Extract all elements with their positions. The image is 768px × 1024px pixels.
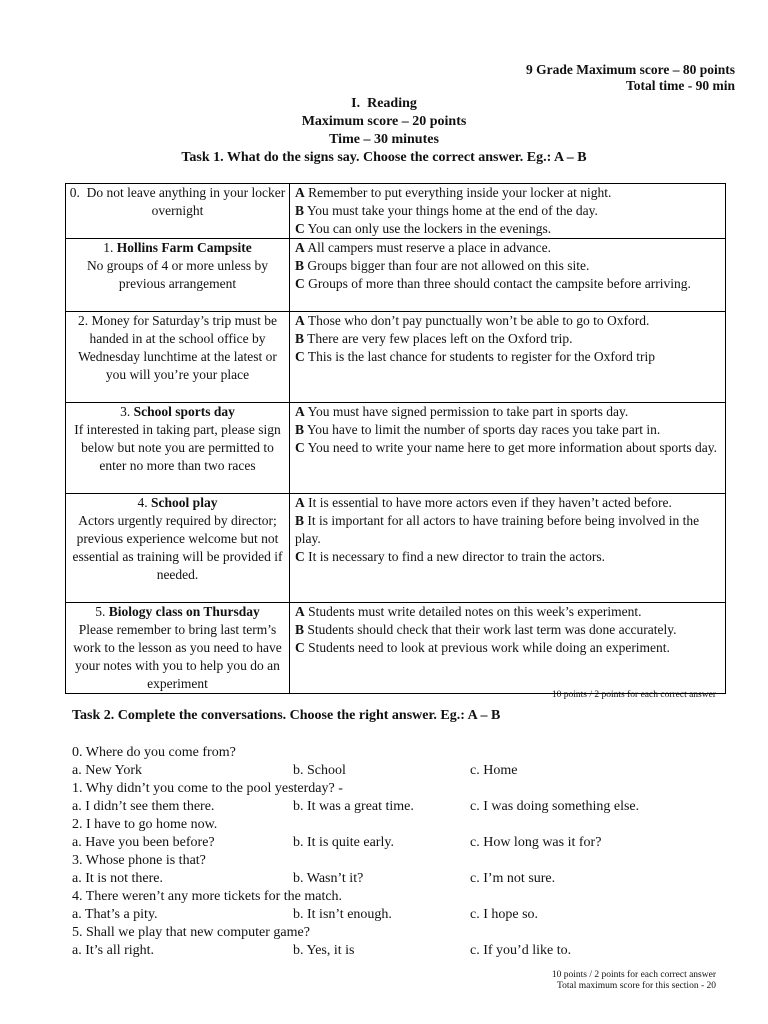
sign-number: 4. bbox=[137, 495, 148, 510]
total-score-note: Total maximum score for this section - 20 bbox=[557, 981, 716, 991]
option-a: A Remember to put everything inside your locker at night. bbox=[295, 185, 612, 200]
task1-points-note: 10 points / 2 points for each correct answer bbox=[551, 690, 716, 700]
section-heading bbox=[0, 95, 768, 167]
option-b: B You have to limit the number of sports day races you take part in. bbox=[295, 422, 661, 437]
question: 1. Why didn’t you come to the pool yesterday? - bbox=[72, 781, 343, 796]
task1-table bbox=[65, 183, 726, 694]
task1-row bbox=[66, 312, 726, 403]
sign-number: 1. bbox=[103, 240, 114, 255]
option-c: C This is the last chance for students to register for the Oxford trip bbox=[295, 349, 656, 364]
sign-text: Do not leave anything in your locker overnight bbox=[86, 185, 286, 218]
option-b: B Students should check that their work last term was done accurately. bbox=[295, 622, 677, 637]
option-a: A Students must write detailed notes on this week’s experiment. bbox=[295, 604, 642, 619]
answer-b: b. School bbox=[293, 763, 346, 778]
sign-text: No groups of 4 or more unless by previous arrangement bbox=[86, 258, 269, 291]
task2-title: Task 2. Complete the conversations. Choose the right answer. Eg.: A – B bbox=[72, 708, 501, 723]
answer-b: b. It is quite early. bbox=[293, 835, 394, 850]
answer-b: b. Wasn’t it? bbox=[293, 871, 364, 886]
sign-number: 2. bbox=[77, 313, 89, 328]
answer-a: a. New York bbox=[72, 763, 142, 778]
answer-a: a. It is not there. bbox=[72, 871, 163, 886]
task1-row bbox=[66, 184, 726, 239]
question: 2. I have to go home now. bbox=[72, 817, 218, 832]
options-cell bbox=[290, 184, 726, 239]
section-max-score: Maximum score – 20 points bbox=[301, 114, 467, 129]
option-b: B There are very few places left on the Oxford trip. bbox=[295, 331, 573, 346]
option-c: C Groups of more than three should contact the campsite before arriving. bbox=[295, 276, 691, 291]
sign-number: 3. bbox=[120, 404, 131, 419]
option-a: A It is essential to have more actors even if they haven’t acted before. bbox=[295, 495, 672, 510]
option-c: C It is necessary to find a new director to train the actors. bbox=[295, 549, 606, 564]
answer-row bbox=[72, 870, 752, 888]
answer-c: c. How long was it for? bbox=[470, 835, 602, 850]
sign-cell bbox=[66, 603, 290, 694]
answer-a: a. It’s all right. bbox=[72, 943, 155, 958]
total-time-line: Total time - 90 min bbox=[626, 78, 735, 93]
options-cell bbox=[290, 312, 726, 403]
sign-title: Hollins Farm Campsite bbox=[116, 240, 252, 255]
sign-text: Money for Saturday’s trip must be handed in at the school office by Wednesday lunchtime at the latest or you will you’re your place bbox=[78, 313, 278, 382]
answer-row bbox=[72, 798, 752, 816]
option-b: B It is important for all actors to have training before being involved in the play. bbox=[295, 513, 700, 546]
option-b: B You must take your things home at the end of the day. bbox=[295, 203, 598, 218]
task1-row bbox=[66, 603, 726, 694]
sign-cell bbox=[66, 239, 290, 312]
answer-a: a. That’s a pity. bbox=[72, 907, 158, 922]
grade-line: 9 Grade Maximum score – 80 points bbox=[526, 62, 735, 77]
answer-a: a. I didn’t see them there. bbox=[72, 799, 215, 814]
option-c: C Students need to look at previous work while doing an experiment. bbox=[295, 640, 670, 655]
sign-cell bbox=[66, 184, 290, 239]
answer-a: a. Have you been before? bbox=[72, 835, 215, 850]
answer-row bbox=[72, 762, 752, 780]
sign-title: School play bbox=[151, 495, 218, 510]
answer-row bbox=[72, 906, 752, 924]
option-c: C You can only use the lockers in the evenings. bbox=[295, 221, 552, 236]
answer-b: b. Yes, it is bbox=[293, 943, 355, 958]
sign-cell bbox=[66, 312, 290, 403]
task1-row bbox=[66, 403, 726, 494]
options-cell bbox=[290, 239, 726, 312]
answer-c: c. Home bbox=[470, 763, 518, 778]
task1-title: Task 1. What do the signs say. Choose the correct answer. Eg.: A – B bbox=[181, 150, 587, 165]
sign-cell bbox=[66, 403, 290, 494]
options-cell bbox=[290, 403, 726, 494]
sign-text: Please remember to bring last term’s work to the lesson as you need to have your notes with you to help you do an experiment bbox=[73, 622, 282, 691]
section-title-text: Reading bbox=[367, 96, 417, 111]
question: 3. Whose phone is that? bbox=[72, 853, 206, 868]
sign-text: If interested in taking part, please sign below but note you are permitted to enter no more than two races bbox=[74, 422, 281, 473]
sign-text: Actors urgently required by director; previous experience welcome but not essential as training will be provided if needed. bbox=[72, 513, 283, 582]
answer-row bbox=[72, 834, 752, 852]
answer-b: b. It was a great time. bbox=[293, 799, 414, 814]
grade-header bbox=[526, 62, 735, 94]
option-a: A All campers must reserve a place in advance. bbox=[295, 240, 552, 255]
question: 0. Where do you come from? bbox=[72, 745, 236, 760]
options-cell bbox=[290, 494, 726, 603]
option-a: A Those who don’t pay punctually won’t be able to go to Oxford. bbox=[295, 313, 650, 328]
sign-number: 0. bbox=[69, 185, 80, 200]
task1-row bbox=[66, 494, 726, 603]
task2-conversations bbox=[72, 744, 752, 960]
answer-row bbox=[72, 942, 752, 960]
option-a: A You must have signed permission to take part in sports day. bbox=[295, 404, 629, 419]
sign-title: Biology class on Thursday bbox=[108, 604, 260, 619]
option-b: B Groups bigger than four are not allowed on this site. bbox=[295, 258, 590, 273]
sign-number: 5. bbox=[95, 604, 106, 619]
question: 4. There weren’t any more tickets for the match. bbox=[72, 889, 343, 904]
task2-points-note: 10 points / 2 points for each correct answer bbox=[551, 970, 716, 980]
answer-c: c. I’m not sure. bbox=[470, 871, 556, 886]
option-c: C You need to write your name here to get more information about sports day. bbox=[295, 440, 718, 455]
sign-cell bbox=[66, 494, 290, 603]
task1-row bbox=[66, 239, 726, 312]
section-title-number: I. bbox=[351, 96, 361, 111]
task2-notes bbox=[552, 970, 716, 992]
answer-c: c. I hope so. bbox=[470, 907, 539, 922]
answer-c: c. I was doing something else. bbox=[470, 799, 640, 814]
sign-title: School sports day bbox=[133, 404, 235, 419]
section-time: Time – 30 minutes bbox=[329, 132, 439, 147]
question: 5. Shall we play that new computer game? bbox=[72, 925, 310, 940]
options-cell bbox=[290, 603, 726, 694]
answer-b: b. It isn’t enough. bbox=[293, 907, 392, 922]
answer-c: c. If you’d like to. bbox=[470, 943, 572, 958]
section-title bbox=[0, 95, 768, 113]
